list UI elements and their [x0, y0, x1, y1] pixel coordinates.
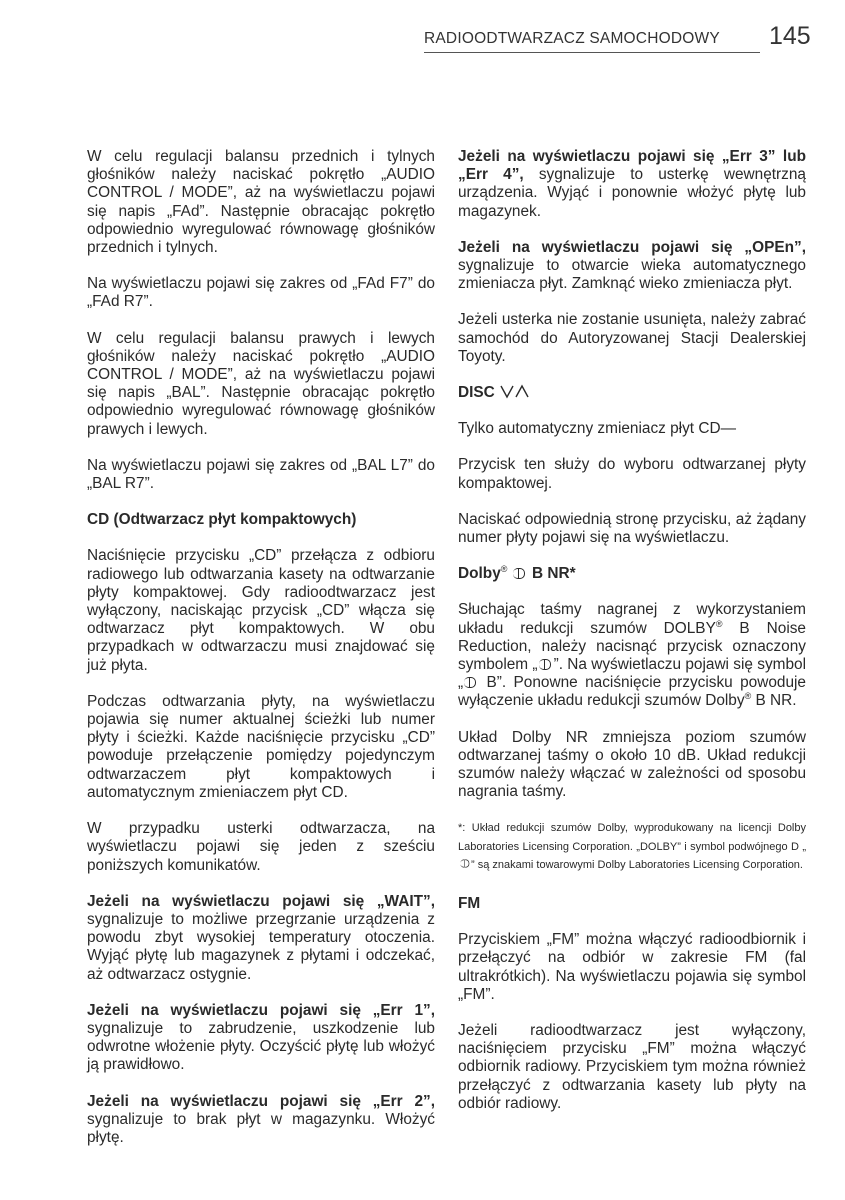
open-bold: Jeżeli na wyświetlaczu pojawi się „OPEn”,: [458, 238, 806, 256]
paragraph-dolby-info: Układ Dolby NR zmniejsza poziom szumów odtwarzanej taśmy o około 10 dB. Układ redukcji szumów należy włączać w zależności od sposobu nagrania taśmy.: [458, 728, 806, 801]
paragraph-balance-range: Na wyświetlaczu pojawi się zakres od „BAL L7” do „BAL R7”.: [87, 456, 435, 493]
double-d-icon: [539, 659, 553, 670]
double-d-icon: [460, 860, 468, 868]
paragraph-fm-on: Przyciskiem „FM” można włączyć radioodbiornik i przełączyć na odbiór w zakresie FM (fal ultrakrótkich). Na wyświetlaczu pojawia się symbol „FM”.: [458, 931, 806, 1003]
paragraph-cd-errors: W przypadku usterki odtwarzacza, na wyświetlaczu pojawi się jeden z sześciu poniższych komunikatów.: [87, 820, 435, 874]
header-rule: [424, 52, 760, 53]
left-column: [87, 148, 435, 1165]
page-number: 145: [769, 22, 811, 50]
paragraph-disc-press: Naciskać odpowiednią stronę przycisku, aż żądany numer płyty pojawi się na wyświetlaczu.: [458, 510, 806, 547]
cd-heading: CD (Odtwarzacz płyt kompaktowych): [87, 511, 357, 529]
paragraph-fm-switch: Jeżeli radioodtwarzacz jest wyłączony, naciśnięciem przycisku „FM” można włączyć odbiornik radiowy. Przyciskiem tym można również przełączyć z odtwarzania kasety lub płyty na odbiór radiowy.: [458, 1022, 806, 1112]
paragraph-fader: W celu regulacji balansu przednich i tylnych głośników należy naciskać pokrętło „AUDIO CONTROL / MODE”, aż na wyświetlaczu pojawi się napis „FAd”. Następnie obracając pokrętło odpowiednio wyregulować równowagę głośników przednich i tylnych.: [87, 148, 435, 257]
paragraph-cd-display: Podczas odtwarzania płyty, na wyświetlaczu pojawia się numer aktualnej ścieżki lub numer płyty i ścieżki. Każde naciśnięcie przycisku „CD” powoduje przełączenie pomiędzy pojedynczym odtwarzaczem płyt kompaktowych i automatycznym zmieniaczem płyt CD.: [87, 692, 435, 801]
double-d-icon: [513, 568, 527, 579]
err34-text: sygnalizuje to usterkę wewnętrzną urządzenia. Wyjąć i ponownie włożyć płytę lub magazynek.: [458, 166, 806, 220]
paragraph-err34: [458, 148, 806, 221]
disc-heading: DISC: [458, 384, 806, 402]
paragraph-disc-only: Tylko automatyczny zmieniacz płyt CD—: [458, 420, 736, 438]
paragraph-fader-range: Na wyświetlaczu pojawi się zakres od „FAd F7” do „FAd R7”.: [87, 275, 435, 311]
paragraph-err1: [87, 1002, 435, 1075]
paragraph-wait: [87, 893, 435, 984]
err2-bold: Jeżeli na wyświetlaczu pojawi się „Err 2”,: [87, 1092, 435, 1110]
err1-text: sygnalizuje to zabrudzenie, uszkodzenie lub odwrotne włożenie płyty. Oczyścić płytę lub włożyć ją prawidłowo.: [87, 1019, 435, 1074]
paragraph-disc-button: Przycisk ten służy do wyboru odtwarzanej płyty kompaktowej.: [458, 456, 806, 492]
right-column: [458, 148, 806, 1131]
paragraph-service: Jeżeli usterka nie zostanie usunięta, należy zabrać samochód do Autoryzowanej Stacji Dealerskiej Toyoty.: [458, 311, 806, 365]
wait-text: sygnalizuje to możliwe przegrzanie urządzenia z powodu zbyt wysokiej temperatury otoczenia. Wyjąć płytę lub magazynek z płytami i odczekać, aż odtwarzacz ostygnie.: [87, 910, 435, 983]
section-title: RADIOODTWARZACZ SAMOCHODOWY: [424, 30, 720, 47]
paragraph-open: [458, 239, 806, 294]
open-text: sygnalizuje to otwarcie wieka automatycznego zmieniacza płyt. Zamknąć wieko zmieniacza płyt.: [458, 257, 806, 293]
err2-text: sygnalizuje to brak płyt w magazynku. Włożyć płytę.: [87, 1110, 435, 1146]
footnote-dolby: *: Układ redukcji szumów Dolby, wyprodukowany na licencji Dolby Laboratories Licensing Corporation. „DOLBY” i symbol podwójnego D „” są znakami towarowymi Dolby Laboratories Licensing Corporation.: [458, 822, 806, 872]
paragraph-balance: W celu regulacji balansu prawych i lewych głośników należy naciskać pokrętło „AUDIO CONTROL / MODE”, aż na wyświetlaczu pojawi się napis „BAL”. Następnie obracając pokrętło odpowiednio wyregulować równowagę głośników prawych i lewych.: [87, 329, 435, 438]
paragraph-cd-switch: Naciśnięcie przycisku „CD” przełącza z odbioru radiowego lub odtwarzania kasety na odtwarzanie płyty kompaktowej. Gdy radioodtwarzacz jest wyłączony, naciskając przycisk „CD” włącza się odtwarzacz płyt kompaktowych. W obu przypadkach w odtwarzaczu musi znajdować się już płyta.: [87, 547, 435, 674]
wait-bold: Jeżeli na wyświetlaczu pojawi się „WAIT”,: [87, 892, 435, 910]
down-up-arrows-icon: [499, 384, 531, 399]
double-d-icon: [464, 677, 478, 688]
err1-bold: Jeżeli na wyświetlaczu pojawi się „Err 1”,: [87, 1001, 435, 1019]
fm-heading: FM: [458, 894, 481, 912]
dolby-heading: Dolby® B NR*: [458, 564, 576, 583]
err34-bold: Jeżeli na wyświetlaczu pojawi się „Err 3” lub „Err 4”,: [458, 148, 806, 184]
paragraph-err2: [87, 1093, 435, 1148]
paragraph-dolby-use: Słuchając taśmy nagranej z wykorzystaniem układu redukcji szumów DOLBY® B Noise Reduction, należy nacisnąć przycisk oznaczony symbolem „ ”. Na wyświetlaczu pojawi się symbol „ B”. Ponowne naciśnięcie przycisku powoduje wyłączenie układu redukcji szumów Dolby® B NR.: [458, 601, 806, 710]
